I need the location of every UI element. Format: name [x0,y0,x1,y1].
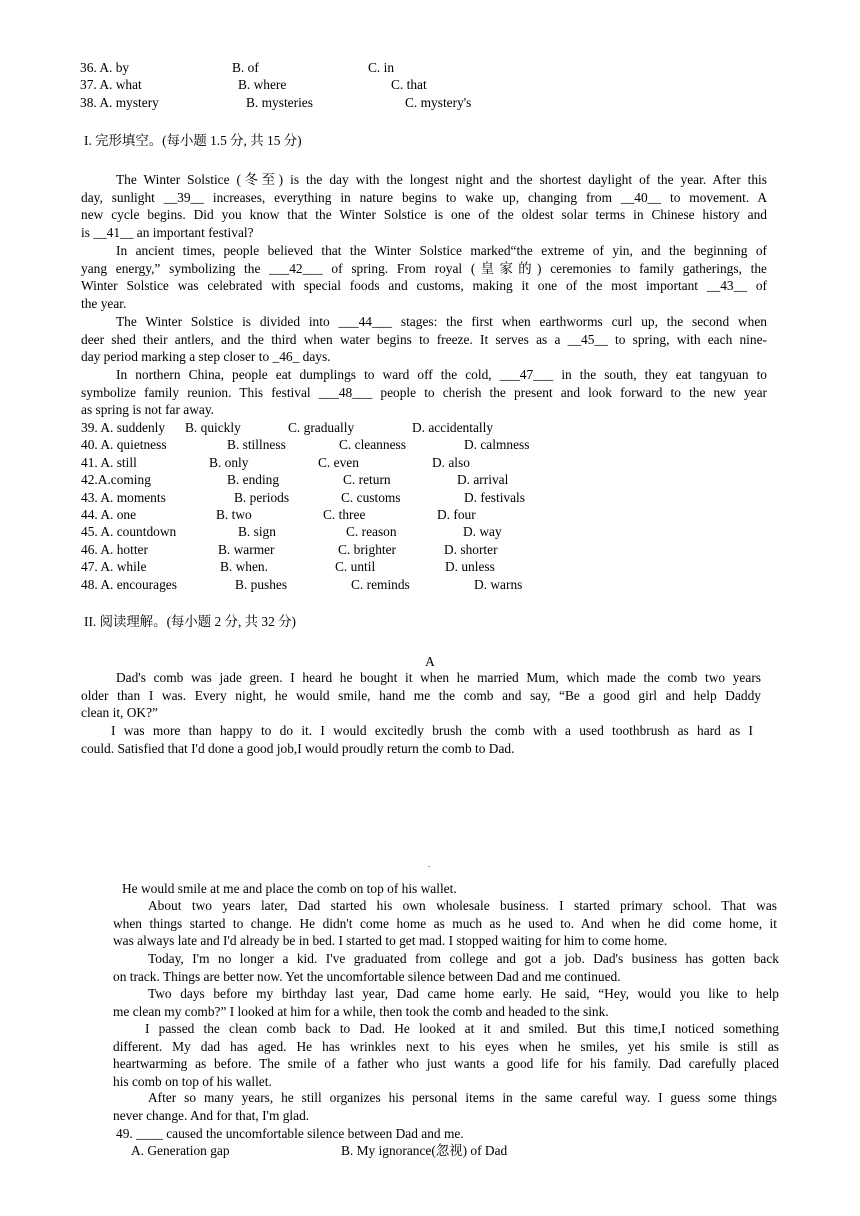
option-row-38 [80,94,780,111]
option-d: D. warns [474,576,523,592]
option-a: 48. A. encourages [81,576,177,592]
section-heading-cloze: I. 完形填空。(每小题 1.5 分, 共 15 分) [84,133,302,148]
option-c: C. gradually [288,420,355,435]
option-d: D. festivals [464,489,525,505]
option-row-46 [81,541,781,558]
option-b: B. only [209,454,249,470]
option-row-42 [81,471,781,488]
reading-paragraph-5: Today, I'm no longer a kid. I've graduated from college and got a job. Dad's business has gotten back on track. Things are better now. Yet the uncomfortable silence between Dad and me continued. [113,951,779,984]
section-heading-reading: II. 阅读理解。(每小题 2 分, 共 32 分) [84,614,296,629]
option-a: A. Generation gap [131,1143,230,1158]
option-c: C. even [318,454,359,470]
option-a: 38. A. mystery [80,95,159,110]
option-a: 43. A. moments [81,489,166,505]
option-b: B. stillness [227,437,286,453]
option-c: C. reason [346,524,397,540]
passage-label: A [425,654,435,669]
option-b: B. periods [234,489,290,505]
reading-paragraph-7: I passed the clean comb back to Dad. He looked at it and smiled. But this time,I noticed something different. My dad has aged. He has wrinkles next to his eyes when he smiles, yet his smile is still as heartwarming as before. The smile of a father who just wants a good life for his family. Dad carefully placed his comb on top of his wallet. [113,1021,779,1089]
option-d: D. way [463,524,502,540]
option-c: C. cleanness [339,437,406,453]
option-d: D. shorter [444,541,498,557]
option-a: 42.A.coming [81,472,151,488]
option-row-41 [81,454,781,471]
cloze-paragraph-1: The Winter Solstice (冬至) is the day with the longest night and the shortest daylight of the year. After this day, sunlight __39__ increases, everything in nature begins to wake up, changing from __40__ to movement. A new cycle begins. Did you know that the Winter Solstice is one of the oldest solar terms in Chinese history and is __41__ an important festival? [81,172,767,240]
option-a: 41. A. still [81,454,137,470]
option-a: 37. A. what [80,77,142,92]
cloze-paragraph-3: The Winter Solstice is divided into ___44___ stages: the first when earthworms curl up, the second when deer shed their antlers, and the third when water begins to freeze. It serves as a __45__ to spring, with each nine- day period marking a step closer to _46_ days. [81,314,767,365]
reading-paragraph-2: I was more than happy to do it. I would excitedly brush the comb with a used toothbrush as hard as I could. Satisfied that I'd done a good job,I would proudly return the comb to Dad. [81,723,753,756]
option-b: B. where [238,77,287,92]
option-a: 36. A. by [80,60,130,75]
page-break-mark [428,866,430,867]
option-d: D. accidentally [412,420,494,435]
option-b: B. warmer [218,541,275,557]
question-49: 49. ____ caused the uncomfortable silence between Dad and me. [116,1126,464,1141]
option-c: C. until [335,559,376,575]
option-a: 40. A. quietness [81,437,167,453]
option-c: C. brighter [338,541,397,557]
reading-paragraph-3: He would smile at me and place the comb on top of his wallet. [122,881,457,896]
option-c: C. three [323,507,366,522]
option-b: B. mysteries [246,95,313,110]
option-c: C. customs [341,489,401,505]
option-d: D. unless [445,559,495,575]
option-row-45 [81,523,781,540]
option-d: D. arrival [457,472,509,488]
option-a: 47. A. while [81,559,147,575]
option-a: 44. A. one [81,507,137,522]
option-a: 46. A. hotter [81,541,148,557]
reading-paragraph-6: Two days before my birthday last year, Dad came home early. He said, “Hey, would you like to help me clean my comb?” I looked at him for a while, then took the comb and headed to the sink. [113,986,779,1019]
option-row-40 [81,436,781,453]
option-c: C. return [343,472,391,488]
option-row-47 [81,558,781,575]
option-row-44 [81,506,781,523]
option-b: B. of [232,60,259,75]
option-b: B. sign [238,524,276,540]
option-c: C. mystery's [405,95,472,110]
cloze-paragraph-2: In ancient times, people believed that the Winter Solstice marked“the extreme of yin, and the beginning of yang energy,” symbolizing the ___42___ of spring. From royal (皇家的) ceremonies to family gatherings, the Winter Solstice was celebrated with special foods and customs, making it one of the most important __43__ of the year. [81,243,767,311]
option-b: B. pushes [235,576,288,592]
option-c: C. that [391,77,427,92]
option-row-39 [81,419,781,436]
option-b: B. two [216,507,252,522]
option-c: C. reminds [351,576,410,592]
option-a: 45. A. countdown [81,524,177,540]
option-a: 39. A. suddenly [81,420,166,435]
option-b: B. ending [227,472,280,488]
reading-paragraph-1: Dad's comb was jade green. I heard he bought it when he married Mum, which made the comb two years older than I was. Every night, he would smile, hand me the comb and say, “Be a good girl and help Daddy clean it, OK?” [81,670,761,721]
cloze-paragraph-4: In northern China, people eat dumplings to ward off the cold, ___47___ in the south, they eat tangyuan to symbolize family reunion. This festival ___48___ people to cherish the present and look forward to the new year as spring is not far away. [81,367,767,418]
option-d: D. four [437,507,476,522]
reading-paragraph-8: After so many years, he still organizes his personal items in the same careful way. I guess some things never change. And for that, I'm glad. [113,1090,777,1123]
option-c: C. in [368,60,395,75]
option-d: D. calmness [464,437,530,453]
option-d: D. also [432,454,470,470]
option-row-36 [80,59,780,76]
option-b: B. when. [220,559,268,575]
option-b: B. quickly [185,420,241,435]
question-49-options [131,1142,631,1159]
reading-paragraph-4: About two years later, Dad started his own wholesale business. I started primary school. That was when things started to change. He didn't come home as much as he used to. And when he did come home, it was always late and I'd already be in bed. I started to get mad. I stopped waiting for him to come home. [113,898,777,949]
option-row-43 [81,489,781,506]
option-row-37 [80,76,780,93]
option-b: B. My ignorance(忽视) of Dad [341,1143,508,1158]
option-row-48 [81,576,781,593]
